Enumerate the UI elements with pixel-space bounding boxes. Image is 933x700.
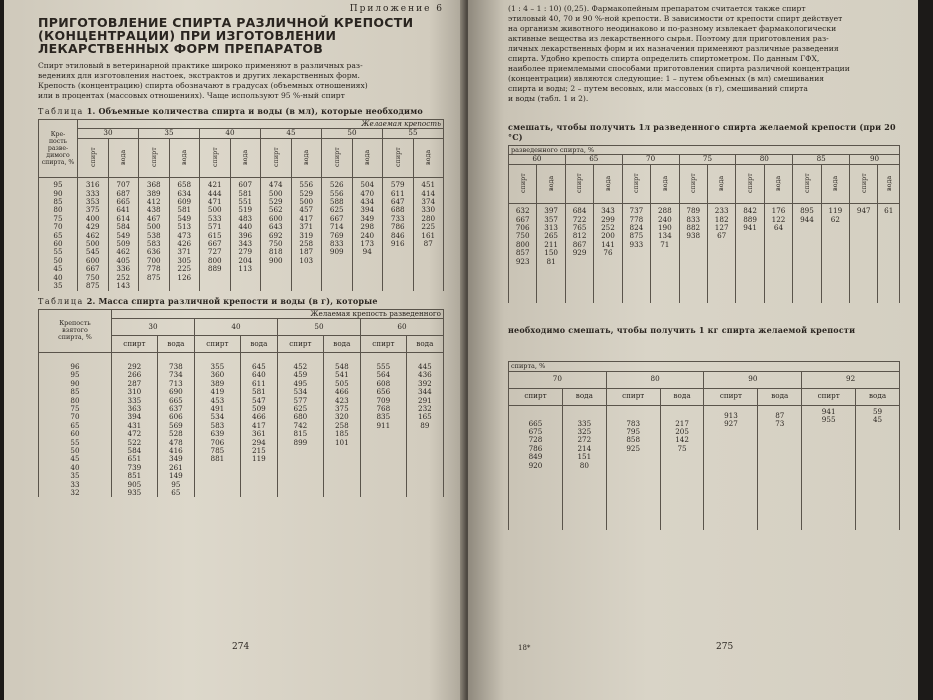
table1-col: 658 634 609 581 549 513 473 426 371 305 225 126 <box>177 180 192 282</box>
table2-col: 445 436 392 344 291 232 165 89 <box>418 361 432 430</box>
table1-cont-col: 789 833 882 938 <box>686 206 701 241</box>
table1-col: 556 529 500 457 417 371 319 258 187 103 <box>299 180 314 265</box>
heading-line: ПРИГОТОВЛЕНИЕ СПИРТА РАЗЛИЧНОЙ КРЕПОСТИ <box>38 15 414 30</box>
table1-cont-subheader: разведенного спирта, % <box>509 146 900 155</box>
table2-col: 452 459 495 534 577 625 680 742 815 899 <box>293 361 308 447</box>
intro-line: Крепость (концентрацию) спирта обозначают в градусах (объемных отношениях) <box>38 81 368 90</box>
sub-header-water: вода <box>323 335 360 352</box>
table2-cont-col: 783 795 858 925 <box>626 418 641 453</box>
text-line: (концентрации) являются следующие: 1 – путем объемных (в мл) смешивания <box>508 74 825 83</box>
strength-header: 90 <box>704 371 802 388</box>
table1-cont-col: 737 778 824 875 933 <box>629 206 644 249</box>
table1-cont-col: 119 62 <box>828 206 843 224</box>
table1-cont-col: 176 122 64 <box>771 206 786 233</box>
sub-header-water: вода <box>562 388 606 405</box>
table2-col: 645 640 611 581 547 509 466 417 361 294 215 119 <box>252 361 266 464</box>
sub-header-spirit: спирт <box>745 172 754 193</box>
strength-header: 70 <box>509 371 607 388</box>
intro-line: или в процентах (массовых отношениях). Чаще используют 95 %-ный спирт <box>38 91 345 100</box>
sub-header-water: вода <box>119 149 128 165</box>
strength-header: 30 <box>78 129 139 138</box>
table1-cont-col: 632 667 706 750 800 857 923 <box>515 206 530 266</box>
table2-desired-header: Желаемая крепость разведенного <box>112 309 444 318</box>
table2-title <box>38 296 444 306</box>
text-line: личных лекарственных форм и их назначения применяют различные разведения <box>508 44 839 53</box>
sub-header-spirit: спирт <box>632 172 641 193</box>
sub-header-water: вода <box>831 175 840 191</box>
sub-header-spirit: спирт <box>277 335 323 352</box>
sub-header-spirit: спирт <box>149 146 158 167</box>
table1-title <box>38 106 444 116</box>
table2-cont-col: 335 325 272 214 151 80 <box>577 418 592 470</box>
strength-header: 80 <box>606 371 704 388</box>
sub-header-water: вода <box>884 175 893 191</box>
table1-cont-col: 61 <box>884 206 894 216</box>
table1 <box>38 119 444 291</box>
intro-paragraph <box>38 61 444 101</box>
page-number: 274 <box>232 642 250 652</box>
heading-line: (КОНЦЕНТРАЦИИ) ПРИ ИЗГОТОВЛЕНИИ <box>38 28 337 43</box>
table1-col: 707 687 665 641 614 584 549 509 462 405 336 252 143 <box>116 180 131 291</box>
strength-header: 45 <box>261 129 322 138</box>
page-number: 275 <box>716 642 734 652</box>
table2-continued <box>508 361 900 529</box>
sub-header-spirit: спирт <box>518 172 527 193</box>
sub-header-water: вода <box>157 335 194 352</box>
table2-cont-title: необходимо смешать, чтобы получить 1 кг спирта желаемой крепости <box>508 325 856 336</box>
table2-col: 355 360 389 419 453 491 534 583 639 706 785 881 <box>210 361 225 464</box>
sub-header-water: вода <box>180 149 189 165</box>
sub-header-water: вода <box>241 149 250 165</box>
table1-continued <box>508 145 900 303</box>
page-heading <box>38 16 444 55</box>
text-line: активные вещества из лекарственного сырья. Поэтому для приготовления раз- <box>508 34 829 43</box>
strength-header: 50 <box>322 129 383 138</box>
sub-header-spirit: спирт <box>271 146 280 167</box>
table1-cont-col: 947 <box>856 206 871 216</box>
strength-header: 70 <box>622 155 679 164</box>
right-page <box>468 0 918 700</box>
table2-cont-col: 59 45 <box>872 406 883 425</box>
table1-cont-col: 397 357 313 265 211 150 81 <box>544 206 558 266</box>
row-labels: 96 95 90 85 80 75 70 65 60 55 50 45 40 35 33 32 <box>70 361 80 497</box>
strength-header: 60 <box>509 155 566 164</box>
text-line: на организм животного неодинаково и по-разному извлекает фармакологически <box>508 24 837 33</box>
sub-header-spirit: спирт <box>88 146 97 167</box>
sub-header-water: вода <box>717 175 726 191</box>
table1-col: 474 500 529 562 600 643 692 750 818 900 <box>268 180 283 265</box>
table-title-text: 1. Объемные количества спирта и воды (в мл), которые необходимо <box>86 106 423 116</box>
text-line: спирта. Удобно крепость спирта определить спиртометром. По данным ГФХ, <box>508 54 820 63</box>
strength-header: 50 <box>277 318 360 335</box>
strength-header: 65 <box>565 155 622 164</box>
heading-line: ЛЕКАРСТВЕННЫХ ФОРМ ПРЕПАРАТОВ <box>38 41 324 56</box>
table1-row-header: Кре- пость разве- димого спирта, % <box>39 120 78 178</box>
text-line: этиловый 40, 70 и 90 %-ной крепости. В зависимости от крепости спирт действует <box>508 14 843 23</box>
left-page <box>4 0 466 700</box>
table1-cont-title: смешать, чтобы получить 1л разведенного спирта желаемой крепости (при 20 °С) <box>508 122 896 142</box>
sub-header-spirit: спирт <box>393 146 402 167</box>
table1-col: 579 611 647 688 733 786 846 916 <box>390 180 405 249</box>
table1-cont-col: 684 722 765 812 867 929 <box>572 206 587 258</box>
table1-cont-col: 842 889 941 <box>743 206 757 233</box>
table1-col: 504 470 434 394 349 298 240 173 94 <box>360 180 375 257</box>
sub-header-water: вода <box>660 175 669 191</box>
sub-header-water: вода <box>406 335 443 352</box>
table1-col: 368 389 412 438 467 500 538 583 636 700 778 875 <box>146 180 161 282</box>
sub-header-water: вода <box>363 149 372 165</box>
table1-cont-col: 288 240 190 134 71 <box>657 206 672 249</box>
table1-cont-col: 895 944 <box>800 206 814 224</box>
text-line: наиболее приемлемыми способами приготовления спирта различной концентрации <box>508 64 850 73</box>
appendix-label: Приложение 6 <box>349 4 444 14</box>
sub-header-water: вода <box>603 175 612 191</box>
sub-header-spirit: спирт <box>859 172 868 193</box>
text-line: (1 : 4 – 1 : 10) (0,25). Фармакопейным препаратом считается также спирт <box>508 4 806 13</box>
table2-cont-col: 941 955 <box>821 406 836 425</box>
sub-header-spirit: спирт <box>112 335 158 352</box>
table-label: Таблица <box>38 296 84 306</box>
table-title-text: 2. Масса спирта различной крепости и воды (в г), которые <box>86 295 378 306</box>
table1-col: 421 444 471 500 533 571 615 667 727 800 889 <box>207 180 222 274</box>
strength-header: 92 <box>802 371 900 388</box>
table2-cont-col: 217 205 142 75 <box>675 418 689 453</box>
sub-header-water: вода <box>758 388 802 405</box>
table2-cont-col: 665 675 728 786 849 920 <box>528 418 543 470</box>
table2-col: 292 266 287 310 335 363 394 431 472 522 584 651 739 851 905 935 <box>127 361 142 497</box>
table2-cont-col: 913 927 <box>724 410 738 429</box>
strength-header: 90 <box>850 155 900 164</box>
table2-col: 555 564 608 656 709 768 835 911 <box>376 361 391 430</box>
sub-header-spirit: спирт <box>332 146 341 167</box>
sub-header-spirit: спирт <box>360 335 406 352</box>
continued-paragraph <box>508 4 900 104</box>
text-line: и воды (табл. 1 и 2). <box>508 94 589 103</box>
table1-cont-col: 233 182 127 67 <box>714 206 729 241</box>
sub-header-spirit: спирт <box>575 172 584 193</box>
text-line: спирта и воды; 2 – путем весовых, или массовых (в г), смешиваний спирта <box>508 84 808 93</box>
table1-col: 451 414 374 330 280 225 161 87 <box>421 180 436 249</box>
table2 <box>38 309 444 498</box>
table1-col: 526 556 588 625 667 714 769 833 909 <box>329 180 344 257</box>
sub-header-water: вода <box>546 175 555 191</box>
table2-row-header: Крепость взятого спирта, % <box>39 309 112 352</box>
sub-header-water: вода <box>660 388 704 405</box>
strength-header: 40 <box>200 129 261 138</box>
sub-header-spirit: спирт <box>210 146 219 167</box>
sub-header-spirit: спирт <box>509 388 563 405</box>
table2-cont-col: 87 73 <box>775 410 785 429</box>
table2-col: 738 734 713 690 665 637 606 569 528 478 416 349 261 149 95 65 <box>169 361 183 497</box>
sub-header-water: вода <box>424 149 433 165</box>
sub-header-spirit: спирт <box>194 335 240 352</box>
strength-header: 85 <box>793 155 850 164</box>
signature-mark: 18* <box>518 644 531 652</box>
strength-header: 35 <box>139 129 200 138</box>
sub-header-spirit: спирт <box>704 388 758 405</box>
strength-header: 55 <box>383 129 444 138</box>
sub-header-spirit: спирт <box>606 388 660 405</box>
sub-header-water: вода <box>856 388 900 405</box>
strength-header: 60 <box>360 318 443 335</box>
strength-header: 40 <box>194 318 277 335</box>
strength-header: 75 <box>679 155 736 164</box>
sub-header-water: вода <box>774 175 783 191</box>
row-labels: 95 90 85 80 75 70 65 60 55 50 45 40 35 <box>53 180 63 291</box>
table2-cont-subheader: спирта, % <box>509 362 900 371</box>
table1-col: 607 581 551 519 483 440 396 343 279 204 113 <box>238 180 253 274</box>
sub-header-spirit: спирт <box>802 172 811 193</box>
sub-header-spirit: спирт <box>802 388 856 405</box>
table1-cont-col: 343 299 252 200 141 76 <box>601 206 615 258</box>
sub-header-water: вода <box>240 335 277 352</box>
sub-header-spirit: спирт <box>689 172 698 193</box>
strength-header: 80 <box>736 155 793 164</box>
table2-col: 548 541 505 466 423 375 320 258 185 101 <box>334 361 349 447</box>
sub-header-water: вода <box>302 149 311 165</box>
intro-line: Спирт этиловый в ветеринарной практике широко применяют в различных раз- <box>38 61 363 70</box>
table1-desired-header: Желаемая крепость <box>78 120 444 129</box>
table1-col: 316 333 353 375 400 429 462 500 545 600 667 750 875 <box>85 180 100 291</box>
strength-header: 30 <box>112 318 195 335</box>
intro-line: ведениях для изготовления настоек, экстрактов и других лекарственных форм. <box>38 71 360 80</box>
table-label: Таблица <box>38 107 84 116</box>
